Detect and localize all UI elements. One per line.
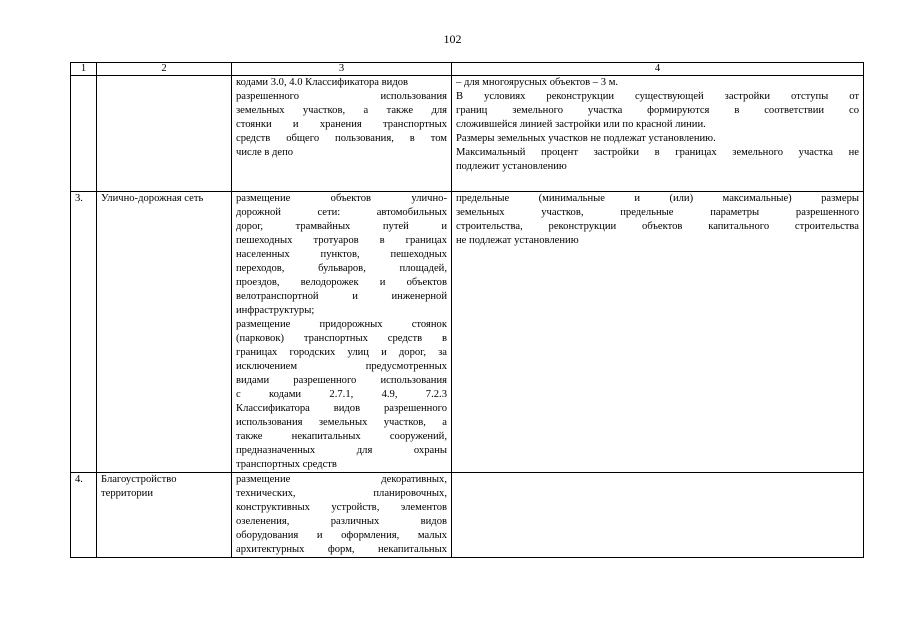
text-line: дорог, трамвайных путей и (236, 221, 447, 232)
text-line: средств общего пользования, в том (236, 133, 447, 144)
permitted-use-description (232, 473, 452, 558)
text-line: конструктивных устройств, элементов (236, 502, 447, 513)
text-line: размещение придорожных стоянок (236, 319, 447, 330)
row-number-cell: 4. (71, 473, 97, 558)
row-name-cell: Улично-дорожная сеть (97, 192, 232, 473)
text-line: транспортных средств (236, 459, 337, 470)
text-line: Благоустройство (101, 474, 177, 485)
text-line: проездов, велодорожек и объектов (236, 277, 447, 288)
text-line: стоянки и хранения транспортных (236, 119, 447, 130)
text-line: Максимальный процент застройки в границах земельного участка не (456, 147, 859, 158)
text-line: земельных участков, предельные параметры разрешенного (456, 207, 859, 218)
text-line: размещение декоративных, (236, 474, 447, 485)
parameters-description (452, 192, 864, 473)
text-line: подлежит установлению (456, 161, 567, 172)
text-line: пешеходных тротуаров в границах (236, 235, 447, 246)
text-line: переходов, бульваров, площадей, (236, 263, 447, 274)
text-line: территории (101, 488, 154, 499)
parameters-description (452, 76, 864, 192)
row-number-cell: 3. (71, 192, 97, 473)
row-name-cell (97, 473, 232, 558)
text-line: не подлежат установлению (456, 235, 579, 246)
text-line: Классификатора видов разрешенного (236, 403, 447, 414)
text-line: населенных пунктов, пешеходных (236, 249, 447, 260)
text-line: использования земельных участков, а (236, 417, 447, 428)
text-line: земельных участков, а также для (236, 105, 447, 116)
text-line: исключением предусмотренных (236, 361, 447, 372)
land-use-table (70, 62, 864, 558)
parameters-description (452, 473, 864, 558)
row-name-cell (97, 76, 232, 192)
text-line: кодами 3.0, 4.0 Классификатора видов (236, 77, 409, 88)
table-row-continued (71, 76, 864, 192)
text-line: инфраструктуры; (236, 305, 315, 316)
header-cell-3: 3 (232, 63, 452, 76)
text-line: предельные (минимальные и (или) максимальные) размеры (456, 193, 859, 204)
text-line: размещение объектов улично- (236, 193, 447, 204)
permitted-use-description (232, 192, 452, 473)
text-line: границах городских улиц и дорог, за (236, 347, 447, 358)
header-cell-4: 4 (452, 63, 864, 76)
text-line: разрешенного использования (236, 91, 447, 102)
text-line: велотранспортной и инженерной (236, 291, 447, 302)
text-line: озеленения, различных видов (236, 516, 447, 527)
text-line: оборудования и оформления, малых (236, 530, 447, 541)
text-line: дорожной сети: автомобильных (236, 207, 447, 218)
text-line: сложившейся линией застройки или по красной линии. (456, 119, 706, 130)
text-line: технических, планировочных, (236, 488, 447, 499)
table-row-landscaping (71, 473, 864, 558)
text-line: также некапитальных сооружений, (236, 431, 447, 442)
table-row-street-network (71, 192, 864, 473)
header-cell-1: 1 (71, 63, 97, 76)
permitted-use-description (232, 76, 452, 192)
text-line: (парковок) транспортных средств в (236, 333, 447, 344)
text-line: видами разрешенного использования (236, 375, 447, 386)
page-number: 102 (443, 32, 462, 46)
header-cell-2: 2 (97, 63, 232, 76)
text-line: – для многоярусных объектов – 3 м. (456, 77, 619, 88)
text-line: с кодами 2.7.1, 4.9, 7.2.3 (236, 389, 447, 400)
text-line: числе в депо (236, 147, 294, 158)
text-line: предназначенных для охраны (236, 445, 447, 456)
text-line: строительства, реконструкции объектов капитального строительства (456, 221, 859, 232)
text-line: архитектурных форм, некапитальных (236, 544, 447, 555)
table-header-row (71, 63, 864, 76)
text-line: границ земельного участка формируются в соответствии со (456, 105, 859, 116)
row-number-cell (71, 76, 97, 192)
text-line: В условиях реконструкции существующей застройки отступы от (456, 91, 859, 102)
text-line: Размеры земельных участков не подлежат установлению. (456, 133, 716, 144)
